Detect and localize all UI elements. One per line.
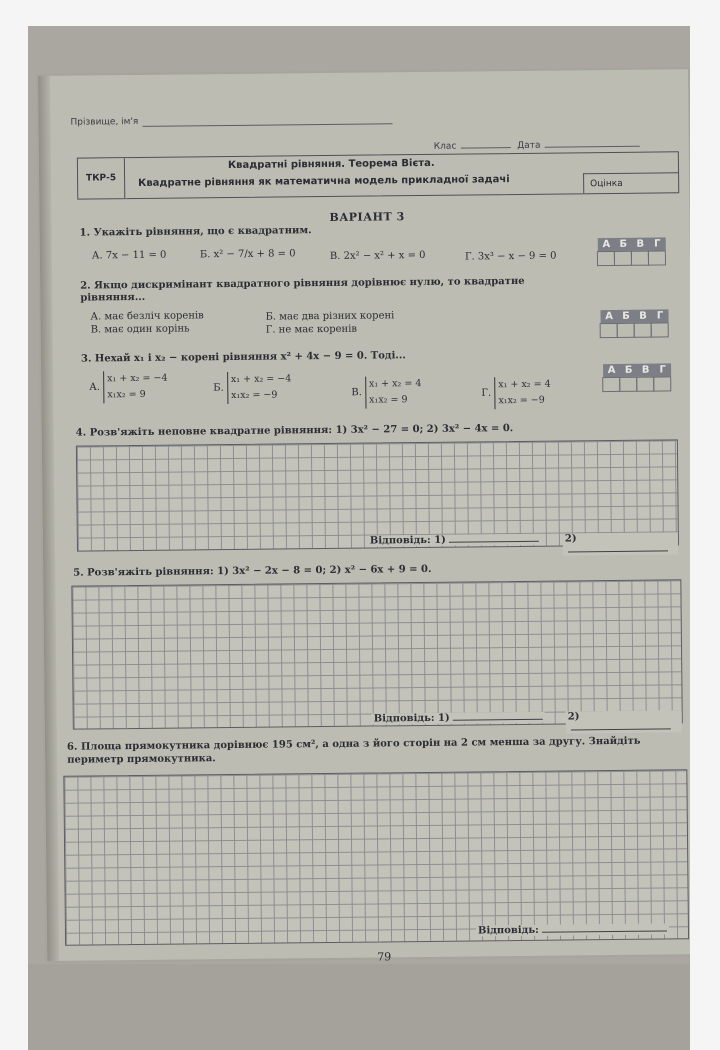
answer-label: Відповідь: 1) bbox=[373, 712, 450, 725]
answer-cell[interactable] bbox=[653, 376, 671, 391]
task1-answer-grid bbox=[598, 237, 666, 266]
task6-work-grid[interactable] bbox=[63, 769, 689, 946]
task5-answer-1 bbox=[372, 712, 545, 725]
task5-question: 5. Розв'яжіть рівняння: 1) 3x² − 2x − 8 = 0; 2) x² − 6x + 9 = 0. bbox=[73, 563, 432, 579]
table-surface bbox=[28, 964, 690, 1050]
test-title-line1: Квадратні рівняння. Теорема Вієта. bbox=[227, 157, 435, 172]
variant-title: ВАРІАНТ 3 bbox=[329, 210, 405, 224]
task3-d-eq2: x₁x₂ = −9 bbox=[498, 394, 545, 407]
letter-g: Г bbox=[654, 238, 661, 250]
task3-d-label: Г. bbox=[481, 387, 492, 399]
answer-cell[interactable] bbox=[617, 323, 635, 338]
answer-cell[interactable] bbox=[619, 377, 637, 392]
answer-label: Відповідь: bbox=[477, 924, 539, 937]
task3-a-label: А. bbox=[89, 381, 101, 393]
task6-question: 6. Площа прямокутника дорівнює 195 см², а одна з його сторін на 2 см менша за другу. Знайдіть периметр прямокутника. bbox=[66, 735, 641, 766]
answer-cell[interactable] bbox=[634, 323, 652, 338]
answer-label: Відповідь: 1) bbox=[369, 534, 446, 547]
task3-b-eq2: x₁x₂ = −9 bbox=[231, 389, 278, 401]
answer-label: 2) bbox=[567, 711, 580, 723]
task2-option-a: А. має безліч коренів bbox=[90, 310, 204, 323]
page-number: 79 bbox=[377, 950, 392, 964]
letter-v: В bbox=[639, 310, 647, 322]
grade-field: Оцінка bbox=[583, 172, 678, 193]
task3-c-label: В. bbox=[351, 387, 362, 399]
task4-answer-2 bbox=[563, 532, 678, 555]
task3-b-label: Б. bbox=[213, 382, 224, 394]
date-label: Дата bbox=[517, 140, 541, 151]
task3-d-system bbox=[494, 377, 551, 410]
task2-option-b: Б. має два різних корені bbox=[265, 310, 395, 323]
letter-g: Г bbox=[656, 310, 664, 322]
task3-option-c bbox=[351, 376, 421, 409]
letter-a: А bbox=[605, 310, 613, 323]
task3-question: 3. Нехай x₁ і x₂ − корені рівняння x² + 4x − 9 = 0. Тоді... bbox=[80, 350, 406, 365]
task2-answer-grid bbox=[600, 309, 668, 338]
task4-answer-1 bbox=[368, 534, 541, 547]
task5-work-grid[interactable] bbox=[71, 579, 682, 729]
task3-b-system bbox=[227, 371, 292, 404]
task3-a-eq2: x₁x₂ = 9 bbox=[107, 388, 146, 401]
task4-question: 4. Розв'яжіть неповне квадратне рівняння: 1) 3x² − 27 = 0; 2) 3x² − 4x = 0. bbox=[75, 423, 514, 439]
task4-work-grid[interactable] bbox=[76, 439, 679, 551]
task6-answer bbox=[476, 923, 669, 936]
task3-c-eq2: x₁x₂ = 9 bbox=[369, 394, 408, 406]
class-label: Клас bbox=[433, 141, 457, 152]
answer-cell[interactable] bbox=[602, 377, 620, 392]
answer-cell[interactable] bbox=[651, 322, 669, 337]
letter-a: А bbox=[607, 364, 616, 377]
letter-b: Б bbox=[619, 238, 628, 250]
task1-option-b: Б. x² − 7/x + 8 = 0 bbox=[199, 248, 296, 261]
test-title-line2: Квадратне рівняння як математична модель прикладної задачі bbox=[138, 174, 510, 189]
letter-b: Б bbox=[622, 310, 630, 322]
class-date-fields bbox=[434, 140, 644, 152]
letter-v: В bbox=[641, 364, 650, 376]
task2-option-c: В. має один корінь bbox=[90, 323, 190, 336]
answer-cell[interactable] bbox=[597, 251, 615, 266]
letter-g: Г bbox=[659, 364, 666, 376]
test-header-box bbox=[77, 151, 679, 199]
page-binding bbox=[38, 76, 59, 961]
name-label: Прізвище, ім'я bbox=[70, 116, 139, 128]
letter-v: В bbox=[636, 238, 645, 250]
task1-option-c: В. 2x² − x² + x = 0 bbox=[329, 249, 426, 262]
task1-question: 1. Укажіть рівняння, що є квадратним. bbox=[79, 225, 312, 239]
task3-c-eq1: x₁ + x₂ = 4 bbox=[368, 378, 422, 390]
photo-background bbox=[28, 26, 690, 1050]
answer-cell[interactable] bbox=[600, 323, 618, 338]
letter-a: А bbox=[602, 239, 611, 251]
task3-a-eq1: x₁ + x₂ = −4 bbox=[107, 372, 168, 385]
task1-option-a: А. 7x − 11 = 0 bbox=[91, 249, 167, 262]
task3-b-eq1: x₁ + x₂ = −4 bbox=[230, 373, 292, 385]
name-field bbox=[70, 114, 392, 127]
worksheet-page bbox=[38, 69, 690, 964]
task2-question: 2. Якщо дискримінант квадратного рівняння дорівнює нулю, то квадратне рівняння... bbox=[80, 275, 525, 304]
answer-cell[interactable] bbox=[648, 250, 666, 265]
task3-c-system bbox=[365, 376, 422, 409]
answer-label: 2) bbox=[564, 533, 577, 545]
task3-option-b bbox=[213, 371, 291, 404]
answer-cell[interactable] bbox=[614, 251, 632, 266]
test-code: ТКР-5 bbox=[78, 158, 125, 198]
task5-answer-2 bbox=[566, 710, 682, 733]
task2-option-d: Г. не має коренів bbox=[265, 323, 358, 336]
task1-option-d: Г. 3x³ − x − 9 = 0 bbox=[464, 250, 557, 263]
task3-option-d bbox=[481, 377, 551, 410]
task3-a-system bbox=[103, 371, 168, 404]
task3-d-eq1: x₁ + x₂ = 4 bbox=[498, 378, 551, 391]
answer-cell[interactable] bbox=[636, 377, 654, 392]
task3-option-a bbox=[89, 371, 168, 404]
task3-answer-grid bbox=[603, 363, 671, 392]
letter-b: Б bbox=[624, 364, 633, 376]
answer-cell[interactable] bbox=[631, 251, 649, 266]
